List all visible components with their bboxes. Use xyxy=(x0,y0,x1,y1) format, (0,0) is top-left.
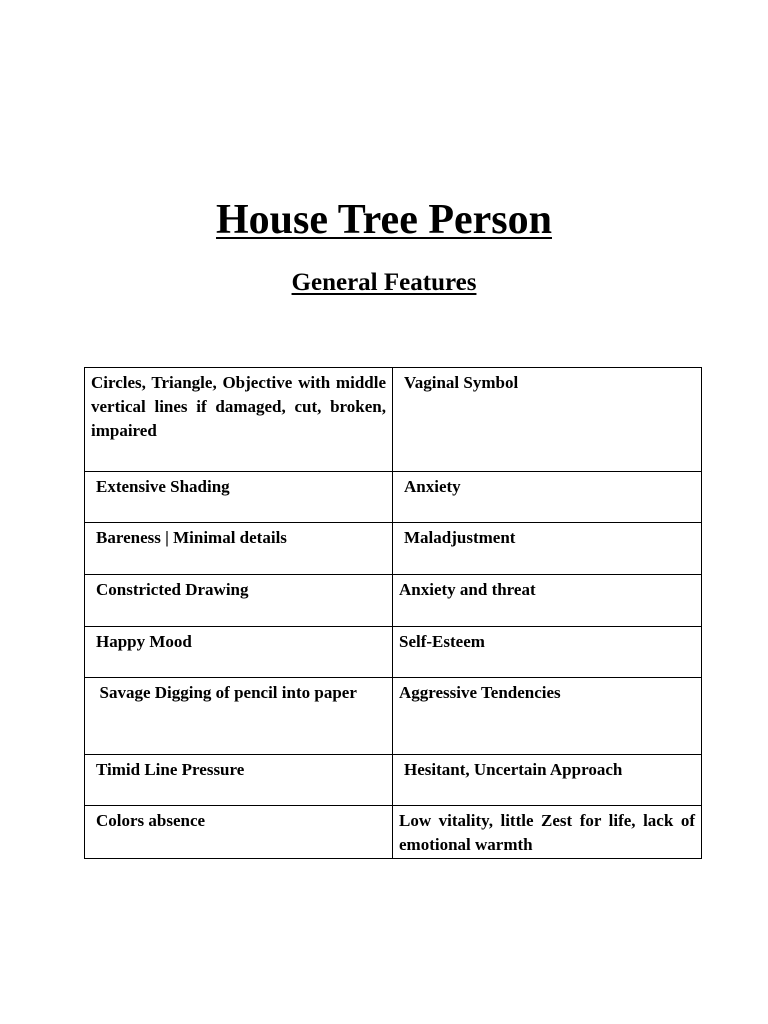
feature-cell: Timid Line Pressure xyxy=(85,755,393,806)
table-row xyxy=(85,627,702,678)
meaning-cell: Vaginal Symbol xyxy=(393,368,702,472)
feature-cell: Constricted Drawing xyxy=(85,575,393,627)
table-row xyxy=(85,472,702,523)
page-title: House Tree Person xyxy=(216,197,552,243)
table-row xyxy=(85,755,702,806)
table-row xyxy=(85,806,702,859)
table-row xyxy=(85,575,702,627)
meaning-cell: Self-Esteem xyxy=(393,627,702,678)
feature-cell: Colors absence xyxy=(85,806,393,859)
feature-cell: Extensive Shading xyxy=(85,472,393,523)
meaning-cell: Aggressive Tendencies xyxy=(393,678,702,755)
table-row xyxy=(85,523,702,575)
page-subtitle: General Features xyxy=(291,269,477,296)
table-row xyxy=(85,678,702,755)
meaning-cell: Hesitant, Uncertain Approach xyxy=(393,755,702,806)
feature-cell: Savage Digging of pencil into paper xyxy=(85,678,393,755)
table-row xyxy=(85,368,702,472)
feature-cell: Happy Mood xyxy=(85,627,393,678)
meaning-cell: Maladjustment xyxy=(393,523,702,575)
feature-cell: Bareness | Minimal details xyxy=(85,523,393,575)
meaning-cell: Low vitality, little Zest for life, lack of emotional warmth xyxy=(393,806,702,859)
features-table xyxy=(84,367,702,859)
feature-cell: Circles, Triangle, Objective with middle vertical lines if damaged, cut, broken, impaired xyxy=(85,368,393,472)
meaning-cell: Anxiety xyxy=(393,472,702,523)
meaning-cell: Anxiety and threat xyxy=(393,575,702,627)
